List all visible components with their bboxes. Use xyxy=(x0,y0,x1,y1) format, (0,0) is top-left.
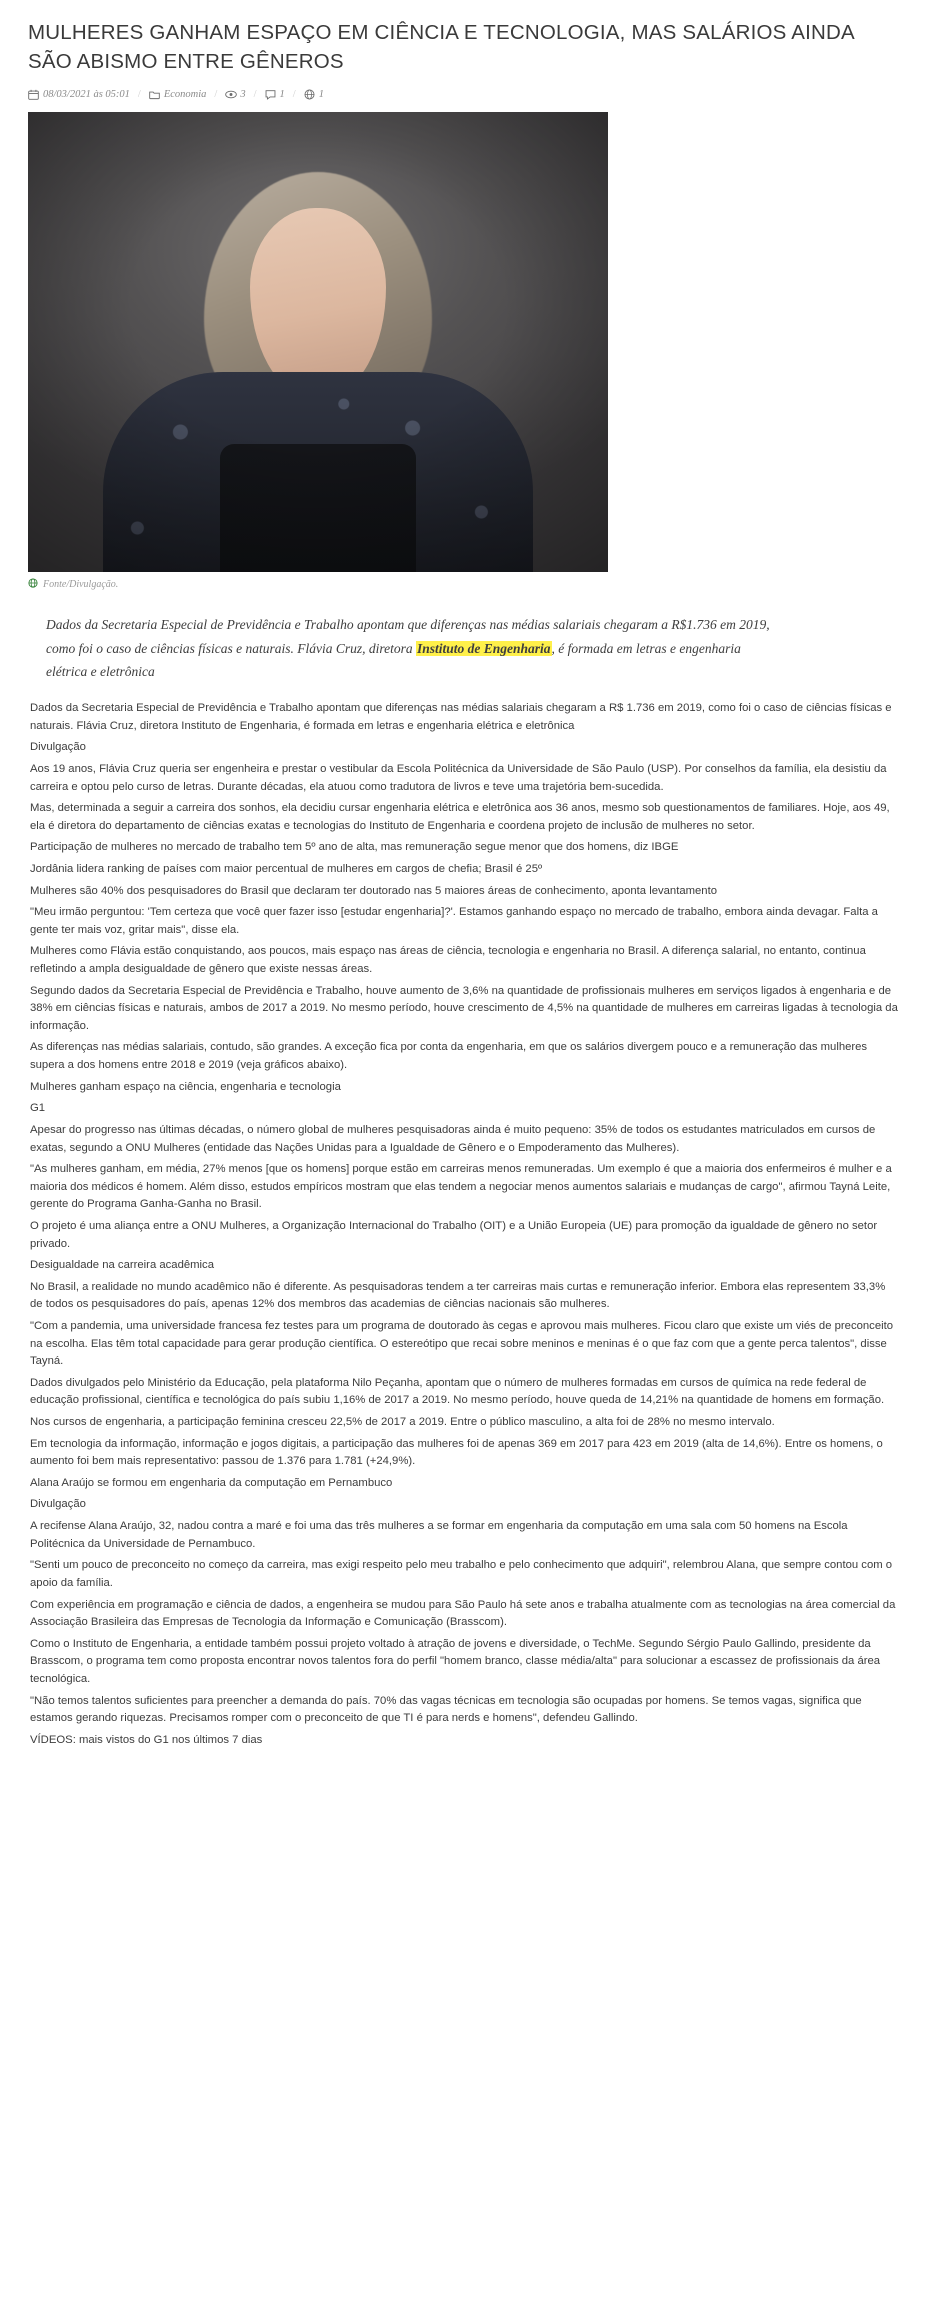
body-paragraph: Com experiência em programação e ciência de dados, a engenheira se mudou para São Paulo há sete anos e trabalha atualmente com as tecnologias na área comercial da Associação Brasileira das Empresas de Tecnologia da Informação e Comunicação (Brasscom). xyxy=(30,1598,896,1629)
body-paragraph: VÍDEOS: mais vistos do G1 nos últimos 7 dias xyxy=(30,1733,263,1746)
article-lede xyxy=(28,613,773,684)
meta-views xyxy=(225,89,245,100)
meta-date xyxy=(28,89,130,100)
meta-separator-4: / xyxy=(292,89,296,101)
body-paragraph: "Não temos talentos suficientes para preencher a demanda do país. 70% das vagas técnicas em tecnologia são ocupadas por homens. Se temos vagas, significa que estamos gerando riquezas. Precisamos romper com o preconceito de que TI é para nerds e homens", defendeu Gallindo. xyxy=(30,1694,862,1725)
article-body xyxy=(28,700,900,1749)
body-paragraph: Mulheres são 40% dos pesquisadores do Brasil que declaram ter doutorado nas 5 maiores áreas de conhecimento, aponta levantamento xyxy=(30,884,718,897)
body-paragraph: Mas, determinada a seguir a carreira dos sonhos, ela decidiu cursar engenharia elétrica e eletrônica aos 36 anos, mesmo sob questionamentos de familiares. Hoje, aos 49, ela é diretora do departamento de ciências exatas e tecnologias do Instituto de Engenharia e coordena projeto de inclusão de mulheres no setor. xyxy=(30,802,890,832)
body-paragraph: "Meu irmão perguntou: 'Tem certeza que você quer fazer isso [estudar engenharia]?'. Estamos ganhando espaço no mercado de trabalho, embora ainda devagar. Falta a gente ter mais voz, gritar mais", disse ela. xyxy=(30,906,878,936)
body-paragraph: "Senti um pouco de preconceito no começo da carreira, mas exigi respeito pelo meu trabalho e pelo conhecimento que adquiri", relembrou Alana, que sempre contou com o apoio da família. xyxy=(30,1559,893,1589)
globe-icon xyxy=(28,578,38,591)
meta-separator-3: / xyxy=(253,89,257,101)
body-paragraph: Desigualdade na carreira acadêmica xyxy=(30,1259,214,1272)
article-meta xyxy=(28,89,900,100)
body-paragraph: Mulheres como Flávia estão conquistando, aos poucos, mais espaço nas áreas de ciência, tecnologia e engenharia no Brasil. A diferença salarial, no entanto, continua refletindo a ampla desigualdade de gênero que existe nessas áreas. xyxy=(30,945,866,976)
calendar-icon xyxy=(28,89,39,100)
lede-part-1: Dados da Secretaria Especial de Previdência e Trabalho apontam que diferenças nas médias salariais chegaram a R$1.736 em 2019, como foi o caso de ciências físicas e naturais. Flávia Cruz, diretora xyxy=(46,617,770,656)
meta-date-text: 08/03/2021 às 05:01 xyxy=(43,89,130,101)
lede-part-2: , é formada em letras e engenharia elétrica e eletrônica xyxy=(46,640,741,680)
globe-icon xyxy=(304,89,315,100)
photo-vignette xyxy=(28,112,608,572)
body-paragraph: Nos cursos de engenharia, a participação feminina cresceu 22,5% de 2017 a 2019. Entre o público masculino, a alta foi de 28% no mesmo intervalo. xyxy=(30,1416,775,1429)
body-paragraph: Em tecnologia da informação, informação e jogos digitais, a participação das mulheres foi de apenas 369 em 2017 para 423 em 2019 (alta de 14,6%). Entre os homens, o aumento foi bem mais representativo: passou de 1.376 para 1.781 (+24,9%). xyxy=(30,1437,883,1468)
meta-shares-count: 1 xyxy=(318,89,324,101)
body-paragraph: Aos 19 anos, Flávia Cruz queria ser engenheira e prestar o vestibular da Escola Politécnica da Universidade de São Paulo (USP). Por conselhos da família, ela desistiu da carreira e optou pelo curso de letras. Durante décadas, ela atuou como tradutora de livros e teve uma trajetória bem-sucedida. xyxy=(30,762,887,793)
image-credit xyxy=(28,578,900,591)
meta-separator-1: / xyxy=(137,89,141,101)
hero-image-wrap xyxy=(28,112,900,591)
lede-highlight: Instituto de Engenharia xyxy=(416,640,551,656)
body-paragraph: Alana Araújo se formou em engenharia da computação em Pernambuco xyxy=(30,1476,393,1489)
image-credit-text: Fonte/Divulgação. xyxy=(43,579,119,591)
meta-category-text: Economia xyxy=(163,89,207,101)
body-paragraph: "Com a pandemia, uma universidade francesa fez testes para um programa de doutorado às cegas e aprovou mais mulheres. Ficou claro que existe um viés de preconceito na escolha. Elas têm total capacidade para gerar produção científica. O estereótipo que recai sobre meninos e meninas é o que faz com que a gente perca talentos", disse Tayná. xyxy=(30,1319,894,1368)
body-paragraph: Divulgação xyxy=(30,1498,86,1511)
body-paragraph: A recifense Alana Araújo, 32, nadou contra a maré e foi uma das três mulheres a se formar em engenharia da computação em uma sala com 50 homens na Escola Politécnica da Universidade de Pernambuco. xyxy=(30,1520,848,1550)
article-page xyxy=(0,18,928,2317)
body-paragraph: Mulheres ganham espaço na ciência, engenharia e tecnologia xyxy=(30,1080,341,1093)
meta-comments xyxy=(265,89,285,100)
meta-views-count: 3 xyxy=(240,89,246,101)
body-paragraph: Dados divulgados pelo Ministério da Educação, pela plataforma Nilo Peçanha, apontam que o número de mulheres formadas em cursos de química na rede federal de educação profissional, científica e tecnológica do país subiu 1,16% de 2017 a 2019. No mesmo período, houve queda de 14,21% na quantidade de homens em formação. xyxy=(30,1376,885,1407)
page-title: MULHERES GANHAM ESPAÇO EM CIÊNCIA E TECNOLOGIA, MAS SALÁRIOS AINDA SÃO ABISMO ENTRE GÊNEROS xyxy=(28,21,854,74)
folder-icon xyxy=(149,89,160,100)
body-paragraph: Divulgação xyxy=(30,741,86,754)
body-paragraph: Jordânia lidera ranking de países com maior percentual de mulheres em cargos de chefia; Brasil é 25º xyxy=(30,862,543,875)
body-paragraph: Apesar do progresso nas últimas décadas, o número global de mulheres pesquisadoras ainda é muito pequeno: 35% de todos os estudantes matriculados em cursos de exatas, segundo a ONU Mulheres (entidade das Nações Unidas para a Igualdade de Gênero e o Empoderamento das Mulheres). xyxy=(30,1123,876,1154)
body-paragraph: Segundo dados da Secretaria Especial de Previdência e Trabalho, houve aumento de 3,6% na quantidade de profissionais mulheres em serviços ligados à engenharia e de 38% em ciências físicas e naturais, ambos de 2017 a 2019. No mesmo período, houve crescimento de 4,5% na quantidade de mulheres em carreiras ligadas à tecnologia da informação. xyxy=(30,984,898,1032)
comment-icon xyxy=(265,89,276,100)
meta-category[interactable] xyxy=(149,89,207,100)
body-paragraph: O projeto é uma aliança entre a ONU Mulheres, a Organização Internacional do Trabalho (OIT) e a União Europeia (UE) para promoção da igualdade de gênero no setor privado. xyxy=(30,1219,878,1250)
body-paragraph: "As mulheres ganham, em média, 27% menos [que os homens] porque estão em carreiras menos remuneradas. Um exemplo é que a maioria dos enfermeiros é mulher e a maioria dos médicos é homem. Além disso, estudos empíricos mostram que elas tendem a negociar menos aumentos salariais e mudanças de cargo", afirmou Tayná Leite, gerente do Programa Ganha-Ganha no Brasil. xyxy=(30,1163,892,1211)
body-paragraph: Participação de mulheres no mercado de trabalho tem 5º ano de alta, mas remuneração segue menor que dos homens, diz IBGE xyxy=(30,841,679,854)
eye-icon xyxy=(225,89,236,100)
hero-photo xyxy=(28,112,608,572)
meta-shares xyxy=(304,89,324,100)
body-paragraph: Dados da Secretaria Especial de Previdência e Trabalho apontam que diferenças nas médias salariais chegaram a R$ 1.736 em 2019, como foi o caso de ciências físicas e naturais. Flávia Cruz, diretora Instituto de Engenharia, é formada em letras e engenharia elétrica e eletrônica xyxy=(30,702,892,732)
body-paragraph: G1 xyxy=(30,1102,46,1115)
body-paragraph: No Brasil, a realidade no mundo acadêmico não é diferente. As pesquisadoras tendem a ter carreiras mais curtas e remuneração inferior. Embora elas representem 33,3% de todos os pesquisadores do país, apenas 12% dos membros das academias de ciências nacionais são mulheres. xyxy=(30,1280,886,1311)
body-paragraph: As diferenças nas médias salariais, contudo, são grandes. A exceção fica por conta da engenharia, em que os salários divergem pouco e a remuneração das mulheres supera a dos homens entre 2018 e 2019 (veja gráficos abaixo). xyxy=(30,1041,868,1072)
meta-separator-2: / xyxy=(214,89,218,101)
body-paragraph: Como o Instituto de Engenharia, a entidade também possui projeto voltado à atração de jovens e diversidade, o TechMe. Segundo Sérgio Paulo Gallindo, presidente da Brasscom, o programa tem como proposta encontrar novos talentos fora do perfil "homem branco, classe média/alta" para solucionar a escassez de profissionais da área tecnológica. xyxy=(30,1637,881,1685)
meta-comments-count: 1 xyxy=(279,89,285,101)
